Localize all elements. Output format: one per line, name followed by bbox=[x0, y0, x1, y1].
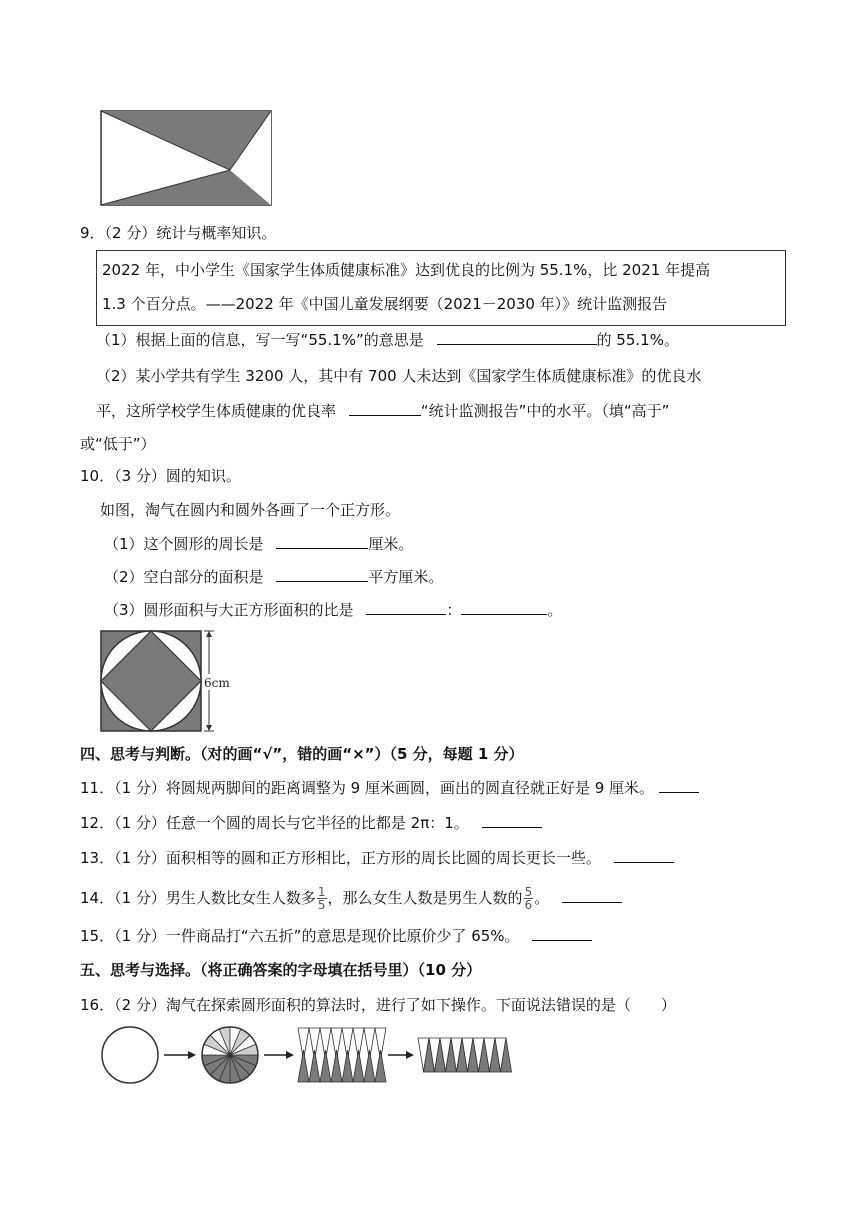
arrow-icon bbox=[264, 1051, 294, 1059]
q10-part2-suffix: 平方厘米。 bbox=[368, 568, 444, 586]
bottom-sector bbox=[353, 1050, 364, 1082]
bottom-sector bbox=[375, 1050, 386, 1082]
q10-part3-text: （3）圆形面积与大正方形面积的比是 bbox=[104, 601, 354, 619]
q10-part2-blank[interactable] bbox=[276, 567, 368, 582]
q10-part3-blank-b[interactable] bbox=[461, 600, 547, 615]
q10-part1-text: （1）这个圆形的周长是 bbox=[104, 535, 264, 553]
q11 bbox=[80, 778, 699, 798]
q14-text-c: 。 bbox=[534, 889, 550, 907]
q14-fraction-2-num: 5 bbox=[524, 885, 533, 899]
q9-part2-blank[interactable] bbox=[349, 401, 421, 416]
q14-blank[interactable] bbox=[562, 888, 622, 903]
q9-part1-text: （1）根据上面的信息，写一写“55.1%”的意思是 bbox=[96, 331, 424, 349]
q14 bbox=[80, 884, 622, 912]
q10-intro: 如图，淘气在圆内和圆外各画了一个正方形。 bbox=[100, 501, 401, 519]
q9-part1 bbox=[96, 330, 679, 350]
q9-part2-line2 bbox=[96, 401, 669, 421]
bottom-sector bbox=[320, 1050, 331, 1082]
q14-fraction-1 bbox=[317, 886, 327, 911]
bottom-sector bbox=[331, 1050, 342, 1082]
circle-area-process-figure bbox=[100, 1024, 520, 1086]
q10-part1-blank[interactable] bbox=[276, 534, 368, 549]
q10-part3-colon: ： bbox=[446, 601, 462, 619]
q14-fraction-2 bbox=[524, 886, 534, 911]
q14-fraction-1-den: 5 bbox=[317, 898, 326, 912]
q14-fraction-1-num: 1 bbox=[317, 885, 326, 899]
q10-part3-end: 。 bbox=[547, 601, 563, 619]
q14-fraction-2-den: 6 bbox=[524, 898, 533, 912]
q9-part2-suffix: “统计监测报告”中的水平。（填“高于” bbox=[420, 402, 670, 420]
bottom-sector bbox=[342, 1050, 353, 1082]
rectangle-triangle-figure bbox=[100, 110, 272, 206]
q13 bbox=[80, 848, 674, 868]
circle-squares-figure bbox=[100, 630, 240, 734]
q14-text-b: ，那么女生人数是男生人数的 bbox=[327, 889, 523, 907]
section5-title: 五、思考与选择。（将正确答案的字母填在括号里）（10 分） bbox=[80, 961, 482, 979]
q12-text: 12．（1 分）任意一个圆的周长与它半径的比都是 2π：1。 bbox=[80, 814, 469, 832]
q16: 16．（2 分）淘气在探索圆形面积的算法时，进行了如下操作。下面说法错误的是（ ） bbox=[80, 996, 676, 1014]
q13-text: 13．（1 分）面积相等的圆和正方形相比，正方形的周长比圆的周长更长一些。 bbox=[80, 849, 601, 867]
q9-part1-suffix: 的 55.1%。 bbox=[596, 331, 679, 349]
bottom-sector bbox=[298, 1050, 309, 1082]
q9-heading: 9．（2 分）统计与概率知识。 bbox=[80, 224, 277, 242]
q11-text: 11．（1 分）将圆规两脚间的距离调整为 9 厘米画圆，画出的圆直径就正好是 9 厘米。 bbox=[80, 779, 655, 797]
q13-blank[interactable] bbox=[614, 848, 674, 863]
q12-blank[interactable] bbox=[482, 813, 542, 828]
q10-part1 bbox=[104, 534, 413, 554]
q15-text: 15．（1 分）一件商品打“六五折”的意思是现价比原价少了 65%。 bbox=[80, 927, 520, 945]
q9-part1-blank[interactable] bbox=[437, 330, 597, 345]
q9-part2-text: 平，这所学校学生体质健康的优良率 bbox=[96, 402, 337, 420]
q10-part2-text: （2）空白部分的面积是 bbox=[104, 568, 264, 586]
q15 bbox=[80, 926, 592, 946]
arrow-icon bbox=[388, 1051, 414, 1059]
arrow-icon bbox=[164, 1051, 196, 1059]
q15-blank[interactable] bbox=[532, 926, 592, 941]
section4-title: 四、思考与判断。（对的画“√”，错的画“×”）（5 分，每题 1 分） bbox=[80, 745, 524, 763]
q10-part3-blank-a[interactable] bbox=[366, 600, 446, 615]
bottom-sector bbox=[309, 1050, 320, 1082]
rearranged-sectors-zigzag bbox=[298, 1028, 386, 1082]
q9-quote-line1: 2022 年，中小学生《国家学生体质健康标准》达到优良的比例为 55.1%，比 2021 年提高 bbox=[102, 261, 711, 279]
q10-heading: 10．（3 分）圆的知识。 bbox=[80, 467, 241, 485]
q10-part3 bbox=[104, 600, 562, 620]
q10-part2 bbox=[104, 567, 443, 587]
q11-blank[interactable] bbox=[659, 778, 699, 793]
q9-part2-line3: 或“低于”） bbox=[80, 435, 156, 453]
rearranged-sectors-parallelogram bbox=[418, 1038, 512, 1072]
figure-6cm-label: 6cm bbox=[204, 676, 230, 690]
q10-part1-suffix: 厘米。 bbox=[368, 535, 414, 553]
bottom-sector bbox=[364, 1050, 375, 1082]
q9-part2-line1: （2）某小学共有学生 3200 人，其中有 700 人未达到《国家学生体质健康标准》的优良水 bbox=[96, 367, 702, 385]
q12 bbox=[80, 813, 542, 833]
q9-quote-line2: 1.3 个百分点。——2022 年《中国儿童发展纲要（2021－2030 年）》统计监测报告 bbox=[102, 295, 668, 313]
q14-text-a: 14．（1 分）男生人数比女生人数多 bbox=[80, 889, 316, 907]
